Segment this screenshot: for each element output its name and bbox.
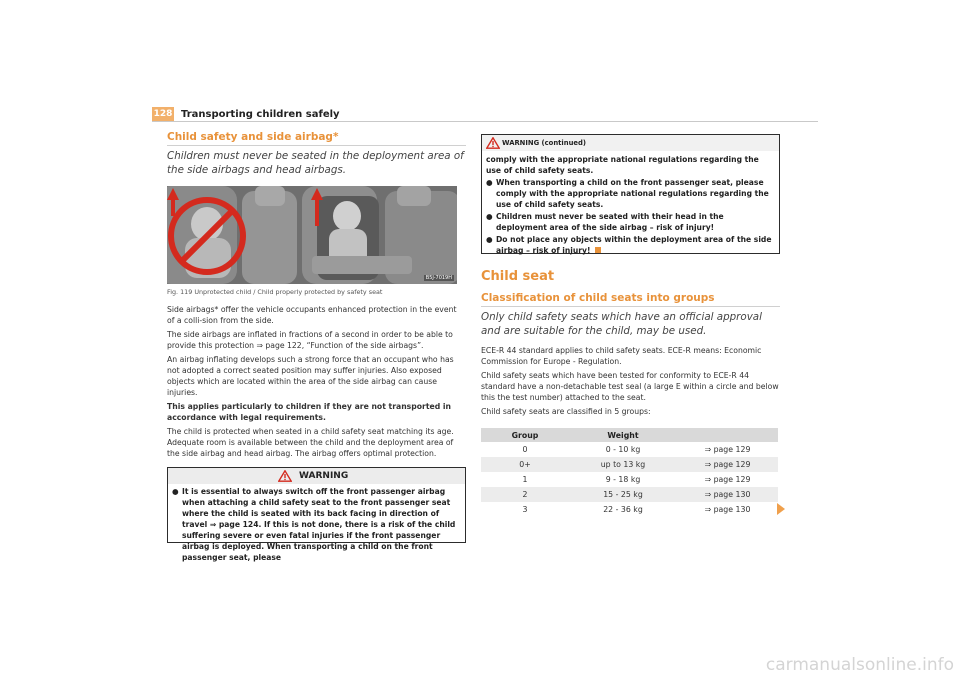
section-lead: Children must never be seated in the deployment area of the side airbags and head airbags.: [167, 150, 464, 176]
bullet: ●: [486, 178, 493, 187]
cell-page-link[interactable]: ⇒ page 129: [704, 445, 751, 454]
column-header-group: Group: [481, 428, 569, 442]
cell-weight: 15 - 25 kg: [569, 487, 677, 502]
warning-continued-header: [482, 135, 779, 151]
cell-page-link[interactable]: ⇒ page 130: [677, 487, 778, 502]
table-row: [481, 487, 778, 502]
paragraph: The side airbags are inflated in fractions of a second in order to be able to provide this protection ⇒ page 122, “Function of the side airbags”.: [167, 330, 453, 350]
paragraph-bold: This applies particularly to children if they are not transported in accordance with legal requirements.: [167, 402, 452, 422]
warning-item-text: It is essential to always switch off the front passenger airbag when attaching a child safety seat to the front passenger seat where the child is seated with its back facing in direction of travel ⇒ page 124. If this is not done, there is a risk of the child suffering severe or even fatal injuries if the front passenger airbag is deployed. When transporting a child on the front passenger seat, please: [182, 487, 456, 562]
figure-caption: Fig. 119 Unprotected child / Child properly protected by safety seat: [167, 288, 383, 296]
page-number: 128: [152, 107, 174, 122]
next-page-arrow-icon[interactable]: [777, 503, 785, 515]
warning-continued-box: [481, 134, 780, 254]
table-row: [481, 502, 778, 517]
left-body-text: [167, 304, 466, 462]
warning-bullet: [482, 176, 779, 210]
cell-group: 2: [481, 487, 569, 502]
cell-page-link[interactable]: ⇒ page 129: [677, 457, 778, 472]
warning-header: [168, 468, 465, 484]
cell-group: 1: [522, 475, 528, 484]
warning-triangle-icon: [278, 470, 292, 482]
warning-continued-title: WARNING (continued): [502, 139, 587, 147]
header-rule: [152, 121, 818, 122]
warning-bullet-text: Children must never be seated with their head in the deployment area of the side airbag – risk of injury!: [496, 212, 724, 232]
car-seats-illustration: [167, 186, 457, 284]
cell-group: 3: [522, 505, 528, 514]
warning-triangle-icon: [486, 137, 500, 149]
table-row: [481, 457, 778, 472]
right-body-text: [481, 345, 780, 420]
cell-group: 0+: [481, 457, 569, 472]
chapter-title: Child seat: [481, 269, 555, 284]
table-row: [481, 442, 778, 457]
cell-weight: up to 13 kg: [569, 457, 677, 472]
end-mark-icon: [595, 247, 601, 253]
paragraph: The child is protected when seated in a child safety seat matching its age. Adequate room is available between the child and the deployment area of the side airbag and head airbag. The airbag offers optimal protection.: [167, 427, 454, 458]
paragraph: An airbag inflating develops such a strong force that an occupant who has not adopted a correct seated position may suffer injuries. Also exposed objects which are located within the area of the side airbag can cause injuries.: [167, 355, 454, 397]
bullet: ●: [172, 487, 179, 496]
watermark: carmanualsonline.info: [765, 655, 954, 675]
bullet: ●: [486, 212, 493, 221]
warning-continued-text: comply with the appropriate national regulations regarding the use of child safety seats.: [486, 155, 759, 175]
table-row: [481, 472, 778, 487]
section-rule: [481, 306, 780, 307]
column-header-weight: Weight: [569, 428, 677, 442]
bullet: ●: [486, 235, 493, 244]
warning-bullet: [482, 233, 779, 256]
section-lead: Only child safety seats which have an official approval and are suitable for the child, may be used.: [481, 311, 762, 337]
warning-box: [167, 467, 466, 562]
paragraph: ECE-R 44 standard applies to child safety seats. ECE-R means: Economic Commission for Europe - Regulation.: [481, 346, 762, 366]
warning-title: WARNING: [299, 471, 349, 481]
warning-bullet-text: When transporting a child on the front passenger seat, please comply with the appropriate national regulations regarding the use of child safety seats.: [496, 178, 769, 209]
cell-page-link[interactable]: ⇒ page 130: [704, 505, 751, 514]
paragraph: Child safety seats are classified in 5 groups:: [481, 407, 651, 416]
figure-119-photo: [167, 186, 457, 284]
section-title-classification: Classification of child seats into groups: [481, 292, 715, 304]
paragraph: Child safety seats which have been tested for conformity to ECE-R 44 standard have a non-detachable test seal (a large E within a circle and below this the test number) attached to the seat.: [481, 371, 779, 402]
warning-bullet: [482, 210, 779, 233]
cell-weight: 0 - 10 kg: [605, 445, 641, 454]
child-seat-groups-table: [481, 428, 778, 517]
cell-group: 0: [522, 445, 528, 454]
warning-item: [168, 484, 465, 563]
warning-bullet-text: Do not place any objects within the deployment area of the side airbag – risk of injury!: [496, 235, 772, 255]
page-title: Transporting children safely: [181, 109, 340, 120]
column-header-reference: [677, 428, 778, 442]
figure-code: B5J-7019H: [425, 275, 452, 281]
cell-weight: 22 - 36 kg: [603, 505, 643, 514]
section-rule: [167, 145, 466, 146]
paragraph: Side airbags* offer the vehicle occupants enhanced protection in the event of a colli-sion from the side.: [167, 305, 457, 325]
section-title-side-airbag: Child safety and side airbag*: [167, 131, 339, 143]
table-header-row: [481, 428, 778, 442]
cell-page-link[interactable]: ⇒ page 129: [704, 475, 751, 484]
cell-weight: 9 - 18 kg: [605, 475, 641, 484]
